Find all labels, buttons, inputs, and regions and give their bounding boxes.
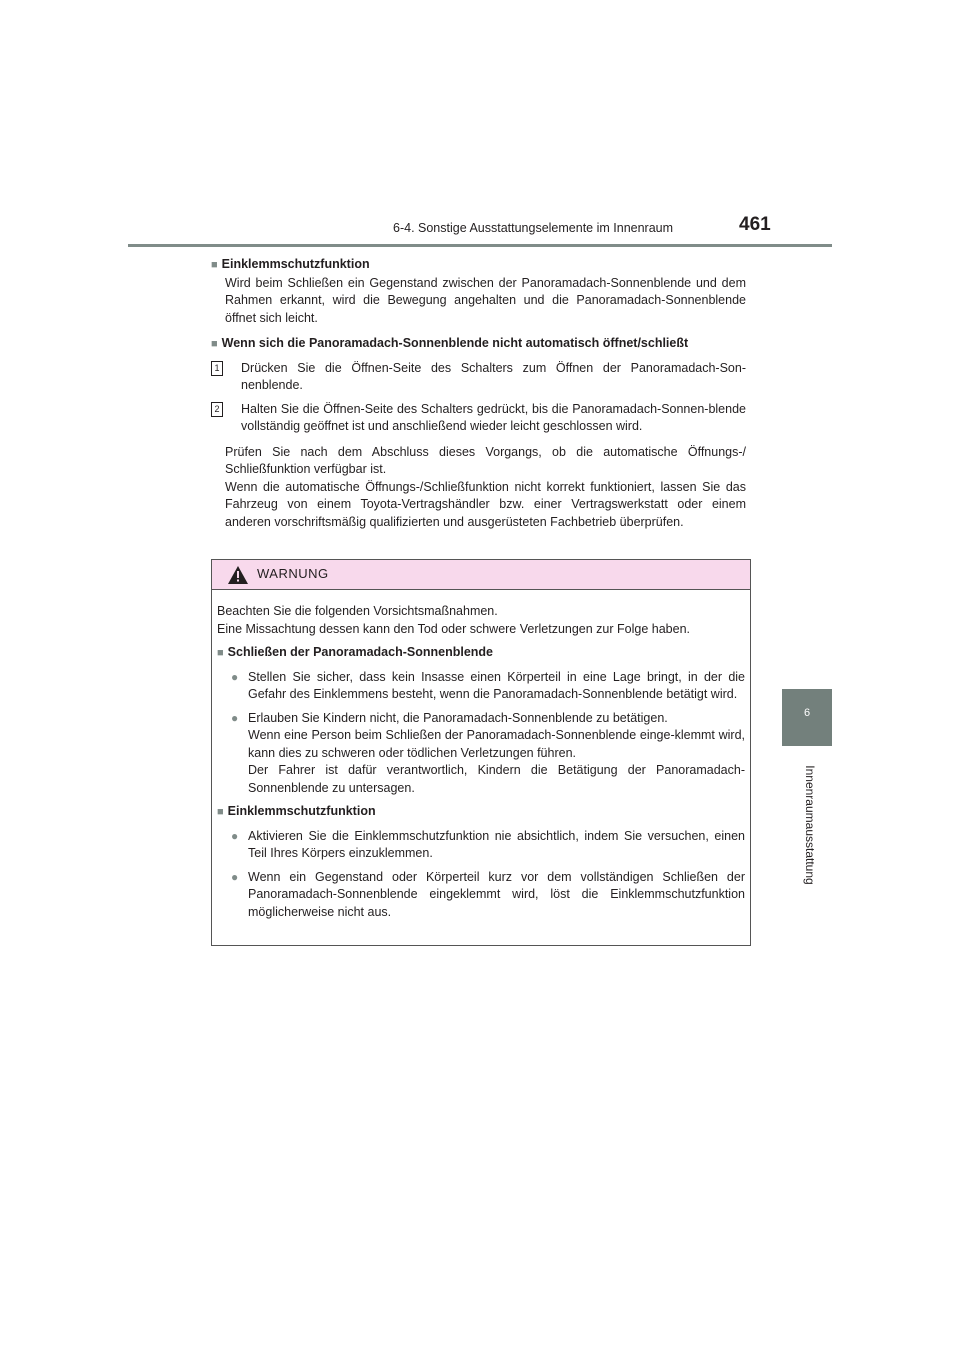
heading-text: Schließen der Panoramadach-Sonnenblende — [227, 645, 493, 659]
bullet-text: Erlauben Sie Kindern nicht, die Panoramadach-Sonnenblende zu betätigen. — [248, 710, 668, 725]
section-heading — [211, 256, 746, 275]
round-bullet-icon: ● — [231, 869, 239, 884]
square-bullet-icon: ■ — [211, 338, 218, 350]
warning-body — [212, 590, 750, 921]
chapter-tab — [782, 689, 832, 746]
round-bullet-icon: ● — [231, 710, 239, 725]
bullet-text: Stellen Sie sicher, dass kein Insasse einen Körperteil in eine Lage bringt, in der die Gefahr des Einklemmens besteht, wenn die Panoramadach-Sonnenblende betätigt wird. — [248, 669, 745, 701]
heading-text: Einklemmschutzfunktion — [227, 804, 376, 818]
page-number: 461 — [739, 214, 771, 235]
warning-title: WARNUNG — [257, 566, 329, 581]
warning-section-heading — [217, 803, 745, 822]
step-number-badge: 2 — [211, 402, 223, 417]
step-number-badge: 1 — [211, 361, 223, 376]
chapter-label: Innenraumausstattung — [803, 765, 817, 885]
main-content — [211, 256, 746, 531]
bullet-text: Der Fahrer ist dafür verantwortlich, Kindern die Betätigung der Panoramadach-Sonnenblende zu untersagen. — [248, 763, 745, 795]
round-bullet-icon: ● — [231, 669, 239, 684]
heading-text: Einklemmschutzfunktion — [221, 257, 370, 271]
warning-intro: Eine Missachtung dessen kann den Tod oder schwere Verletzungen zur Folge haben. — [217, 621, 690, 636]
square-bullet-icon: ■ — [217, 806, 224, 818]
square-bullet-icon: ■ — [211, 259, 218, 271]
paragraph: Wird beim Schließen ein Gegenstand zwischen der Panoramadach-Sonnenblende und dem Rahmen erkannt, wird die Bewegung angehalten und die Panoramadach-Sonnenblende öffnet sich leicht. — [225, 275, 746, 325]
bullet-text: Wenn eine Person beim Schließen der Panoramadach-Sonnenblende einge-klemmt wird, kann dies zu schweren oder tödlichen Verletzungen führen. — [248, 728, 745, 760]
header-section-title: 6-4. Sonstige Ausstattungselemente im Innenraum — [393, 221, 674, 235]
step-text: Drücken Sie die Öffnen-Seite des Schalters zum Öffnen der Panoramadach-Son-nenblende. — [241, 360, 746, 392]
warning-section-heading — [217, 644, 745, 663]
header-divider — [128, 244, 832, 247]
step-item — [214, 360, 746, 395]
round-bullet-icon: ● — [231, 828, 239, 843]
paragraph: Wenn die automatische Öffnungs-/Schließfunktion nicht korrekt funktioniert, lassen Sie das Fahrzeug von einem Toyota-Vertragshändler bzw. einer Vertragswerkstatt oder einem anderen vorschriftsmäßig qualifizierten und ausgerüsteten Fachbetrieb überprüfen. — [225, 479, 746, 529]
chapter-number: 6 — [803, 707, 811, 719]
warning-header — [212, 560, 750, 590]
warning-intro: Beachten Sie die folgenden Vorsichtsmaßnahmen. — [217, 604, 498, 618]
bullet-text: Wenn ein Gegenstand oder Körperteil kurz vor dem vollständigen Schließen der Panoramadach-Sonnenblende eingeklemmt wird, löst die Einklemmschutzfunktion möglicherweise nicht aus. — [248, 869, 745, 919]
paragraph: Prüfen Sie nach dem Abschluss dieses Vorgangs, ob die automatische Öffnungs-/ Schließfunktion verfügbar ist. — [225, 444, 746, 476]
warning-triangle-icon — [228, 566, 248, 584]
section-heading — [211, 335, 746, 354]
warning-bullet — [231, 828, 745, 863]
step-item — [214, 401, 746, 436]
bullet-text: Aktivieren Sie die Einklemmschutzfunktion nie absichtlich, indem Sie versuchen, einen Teil Ihres Körpers einzuklemmen. — [248, 828, 745, 860]
warning-box — [211, 559, 751, 946]
heading-text: Wenn sich die Panoramadach-Sonnenblende nicht automatisch öffnet/schließt — [221, 336, 689, 350]
warning-bullet — [231, 710, 745, 798]
warning-bullet — [231, 669, 745, 704]
square-bullet-icon: ■ — [217, 647, 224, 659]
step-text: Halten Sie die Öffnen-Seite des Schalters gedrückt, bis die Panoramadach-Sonnen-blende vollständig geöffnet ist und anschließend wieder leicht geschlossen wird. — [241, 401, 746, 433]
warning-bullet — [231, 869, 745, 922]
